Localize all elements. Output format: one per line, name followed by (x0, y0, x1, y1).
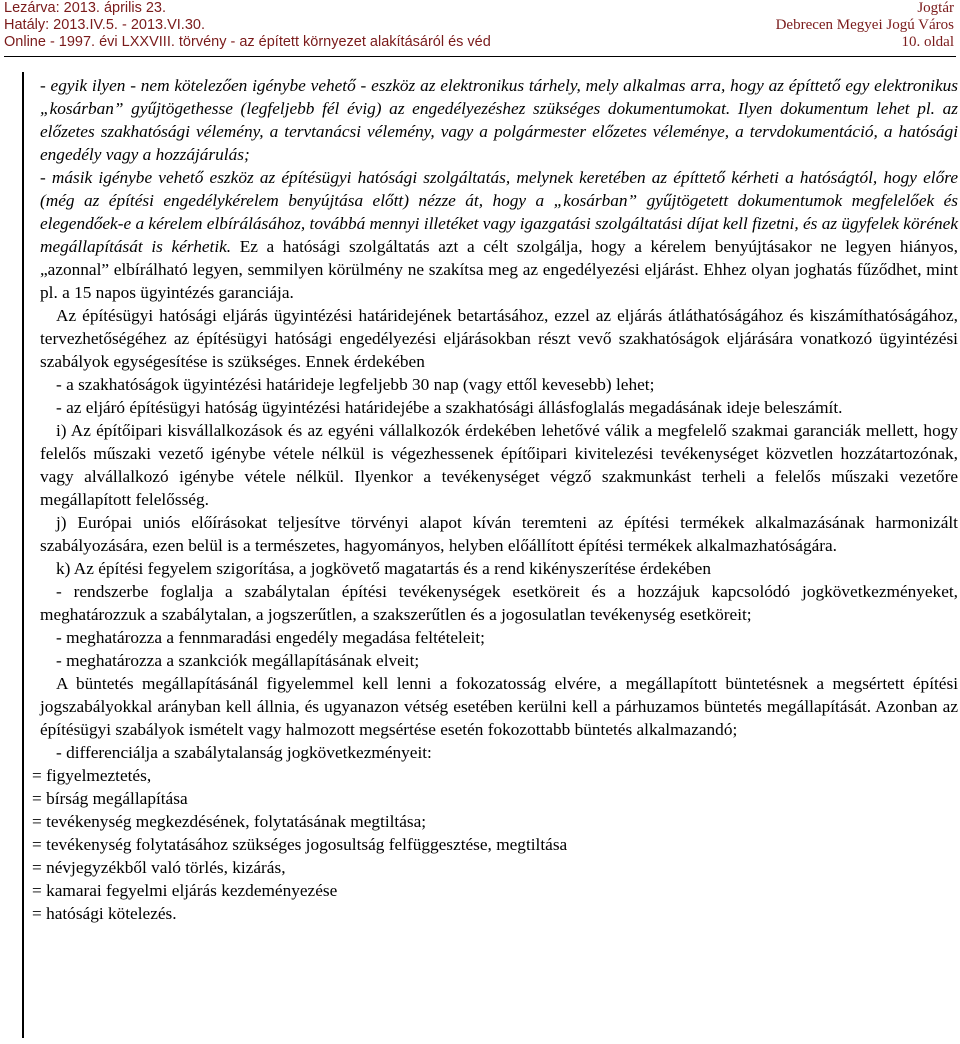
sanction-item: = tevékenység megkezdésének, folytatásának megtiltása; (32, 812, 427, 831)
paragraph-deadline: Az építésügyi hatósági eljárás ügyintézési határidejének betartásához, ezzel az eljárás átláthatóságához és kiszámíthatóságához, tervezhetőségéhez az építésügyi hatósági engedélyezési eljárásokban részt vevő szakhatóságok eljárására vonatkozó ügyintézési szabályok egységesítése is szükséges. Ennek érdekében (40, 306, 958, 371)
sanction-item: = tevékenység folytatásához szükséges jogosultság felfüggesztése, megtiltása (32, 835, 568, 854)
list-item-system: - rendszerbe foglalja a szabálytalan építési tevékenységek esetköreit és a hozzájuk kapcsolódó jogkövetkezményeket, meghatározzuk a szabálytalan, a jogszerűtlen, a szakszerűtlen és a jogosulatlan tevékenység esetköreit; (40, 582, 958, 624)
sanction-item: = figyelmeztetés, (32, 766, 152, 785)
paragraph-service-italic: - másik igénybe vehető eszköz az építésügyi hatósági szolgáltatás, melynek keretében az építtető kérheti a hatóságtól, hogy előre (még az építési engedélykérelem benyújtása előtt) nézze át, hogy a „kosárban” gyűjtögetett dokumentumok megfelelőek és elegendőek-e a kérelem elbírálásához, továbbá mennyi illetéket vagy igazgatási szolgáltatási díjat kell fizetni, és az ügyfelek körének megállapítását is kérhetik. (40, 168, 958, 256)
paragraph-i: i) Az építőipari kisvállalkozások és az egyéni vállalkozók érdekében lehetővé válik a megfelelő szakmai garanciák mellett, hogy felelős műszaki vezető igénybe vétele nélkül is végezhessenek építőipari kivitelezési tevékenységet közvetlen hozzátartozónak, vagy alvállalkozó igénybe vétele nélkül. Ilyenkor a tevékenységet végző szakmunkást terheli a felelős műszaki vezetőre megállapított felelősség. (40, 421, 958, 509)
list-item-permit: - meghatározza a fennmaradási engedély megadása feltételeit; (56, 628, 485, 647)
document-body (32, 74, 958, 925)
page-header (0, 0, 960, 56)
list-item-sanction-principles: - meghatározza a szankciók megállapításának elveit; (56, 651, 420, 670)
law-title: Online - 1997. évi LXXVIII. törvény - az épített környezet alakításáról és véd (4, 34, 491, 50)
paragraph-storage: - egyik ilyen - nem kötelezően igénybe vehető - eszköz az elektronikus tárhely, mely alkalmas arra, hogy az építtető egy elektronikus „kosárban” gyűjtögethesse (legfeljebb fél évig) az engedélyezéshez szükséges dokumentumokat. Ilyen dokumentum lehet pl. az előzetes szakhatósági vélemény, a tervtanácsi vélemény, vagy a polgármester előzetes véleménye, a tervdokumentáció, a hatósági engedély vagy a hozzájárulás; (40, 76, 958, 164)
header-right (776, 0, 954, 51)
sanction-item: = bírság megállapítása (32, 789, 188, 808)
paragraph-j: j) Európai uniós előírásokat teljesítve törvényi alapot kíván teremteni az építési termékek alkalmazásának harmonizált szabályozására, ezen belül is a természetes, hagyományos, helyben előállított építési termékek alkalmazhatóságára. (40, 513, 958, 555)
sanction-item: = hatósági kötelezés. (32, 904, 177, 923)
list-item-deadline-included: - az eljáró építésügyi hatóság ügyintézési határidejébe a szakhatósági állásfoglalás megadásának ideje beleszámít. (56, 398, 843, 417)
licensee-name: Debrecen Megyei Jogú Város (775, 17, 954, 33)
paragraph-service-plain: Ez a hatósági szolgáltatás azt a célt szolgálja, hogy a kérelem benyújtásakor ne legyen hiányos, „azonnal” elbírálható legyen, semmilyen körülmény ne szakítsa meg az engedélyezési eljárást. Ehhez olyan joghatás fűződhet, mint pl. a 15 napos ügyintézés garanciája. (40, 237, 958, 302)
change-bar (22, 72, 24, 1038)
closing-date: Lezárva: 2013. április 23. (4, 0, 167, 16)
effective-period: Hatály: 2013.IV.5. - 2013.VI.30. (4, 17, 205, 33)
paragraph-k: k) Az építési fegyelem szigorítása, a jogkövető magatartás és a rend kikényszerítése érdekében (56, 559, 711, 578)
sanction-item: = kamarai fegyelmi eljárás kezdeményezése (32, 881, 338, 900)
paragraph-service (40, 166, 958, 304)
sanction-list (32, 764, 958, 925)
paragraph-penalty: A büntetés megállapításánál figyelemmel kell lenni a fokozatosság elvére, a megállapított büntetésnek a megsértett építési jogszabályokkal arányban kell állnia, és ugyanazon vétség esetében kerülni kell a párhuzamos büntetés megállapítását. Azonban az építésügyi szabályok ismételt vagy halmozott megsértése esetén fokozottabb büntetés alkalmazandó; (40, 674, 958, 739)
page-number: 10. oldal (901, 34, 954, 50)
sanction-item: = névjegyzékből való törlés, kizárás, (32, 858, 286, 877)
list-item-deadline-30: - a szakhatóságok ügyintézési határideje legfeljebb 30 nap (vagy ettől kevesebb) lehet; (56, 375, 655, 394)
publisher-name: Jogtár (917, 0, 954, 16)
header-left (4, 0, 491, 51)
header-divider (4, 56, 956, 57)
list-item-differentiate: - differenciálja a szabálytalanság jogkövetkezményeit: (56, 743, 432, 762)
